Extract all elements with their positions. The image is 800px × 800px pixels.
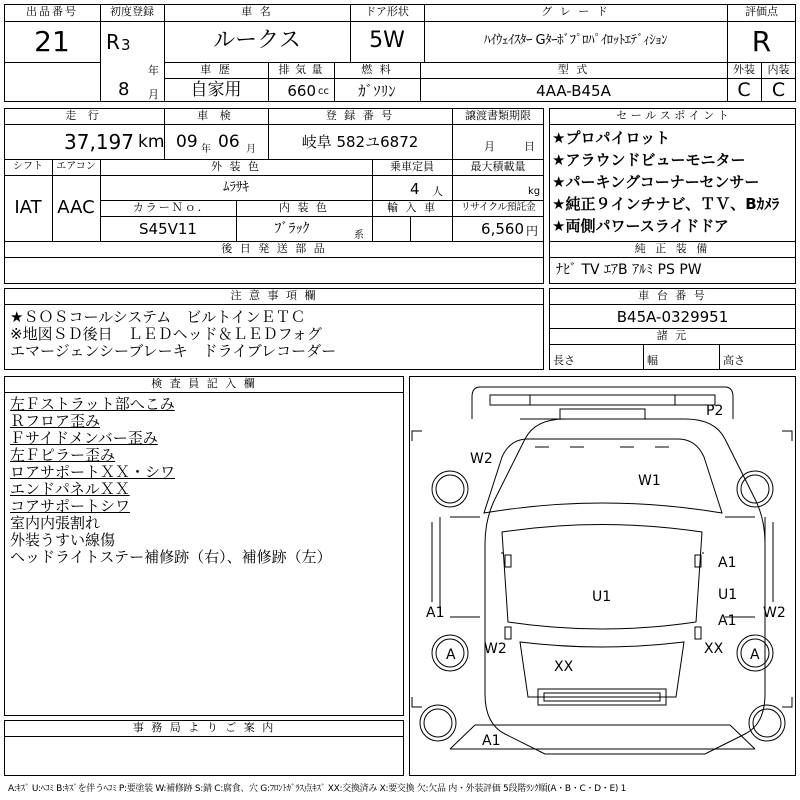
- note-line: ※地図ＳＤ後日 ＬＥＤヘッド＆ＬＥＤフォグ: [10, 325, 322, 343]
- aircon-label: エアコン: [56, 161, 96, 172]
- transfer-month: 月: [484, 140, 495, 153]
- recycle-unit: 円: [526, 224, 539, 238]
- later-parts-header: 後 日 発 送 部 品: [221, 242, 327, 255]
- mileage-header: 走 行: [65, 109, 103, 122]
- divider: [719, 344, 720, 370]
- damage-mark: U1: [718, 587, 738, 603]
- import-label: 輸 入 車: [387, 201, 437, 214]
- month-unit: 月: [148, 88, 159, 101]
- reg-no-value: 岐阜 582ユ6872: [301, 133, 419, 151]
- int-grade: C: [771, 79, 786, 101]
- specs-title: 諸 元: [656, 329, 689, 342]
- model-value: 4AA-B45A: [536, 82, 611, 100]
- divider: [4, 124, 544, 125]
- equipment-value: ﾅﾋﾞ TV ｴｱB ｱﾙﾐ PS PW: [556, 262, 702, 278]
- divider: [4, 62, 100, 63]
- car-name: ルークス: [213, 28, 301, 53]
- shift-value: IAT: [14, 197, 42, 218]
- legend: A:ｷｽﾞ U:ﾍｺﾐ B:ｷｽﾞを伴うﾍｺﾐ P:要塗装 W:補修跡 S:錆 C:腐食、穴 G:ﾌﾛﾝﾄｶﾞﾗｽ点ｷｽﾞ XX:交換済み X:要交換 欠:欠品 内・外装評価 5段階ﾗﾝｸ順(A・B・C・D・E) 1: [8, 784, 627, 794]
- lot-header: 出品番号: [26, 5, 78, 18]
- inspector-line: 外装うすい線傷: [10, 531, 116, 549]
- color-no-value: S45V11: [139, 220, 197, 238]
- ext-color-value: ﾑﾗｻｷ: [223, 180, 249, 195]
- inspector-line: 左Ｆストラット部へこみ: [10, 395, 175, 413]
- damage-mark: A1: [482, 733, 501, 749]
- year-unit: 年: [148, 64, 159, 77]
- divider: [410, 216, 411, 241]
- sales-points-title: セ ー ル ス ポ イ ン ト: [616, 109, 729, 122]
- max-load-unit: kg: [528, 186, 541, 197]
- ext-color-label: 外 装 色: [211, 160, 261, 173]
- divider: [643, 344, 644, 370]
- sales-point-item: ★プロパイロット: [552, 129, 671, 147]
- int-color-unit: 系: [354, 230, 364, 241]
- chassis-title: 車 台 番 号: [638, 289, 707, 302]
- inspector-line: ヘッドライトステー補修跡（右）、補修跡（左）: [10, 548, 332, 566]
- damage-mark: U1: [592, 589, 612, 605]
- divider: [549, 304, 796, 305]
- inspection-header: 車 検: [197, 109, 235, 122]
- mileage-value: 37,197: [64, 130, 134, 154]
- divider: [549, 124, 796, 125]
- aircon-value: AAC: [57, 197, 95, 218]
- lot-number: 21: [34, 25, 70, 58]
- grade-header: グ レ ー ド: [541, 5, 610, 18]
- inspector-line: Ｆサイドメンバー歪み: [10, 429, 158, 447]
- spec-height-label: 高さ: [723, 354, 745, 367]
- damage-mark: A1: [718, 613, 737, 629]
- damage-mark: A1: [426, 605, 445, 621]
- int-color-label: 内 装 色: [279, 201, 329, 214]
- note-line: ★ＳＯＳコールシステム ビルトインＥＴＣ: [10, 308, 306, 326]
- reg-year: 3: [121, 36, 131, 54]
- notes-lines: [10, 309, 336, 360]
- recycle-label: リサイクル預託金: [460, 202, 536, 213]
- spec-width-label: 幅: [647, 354, 658, 367]
- color-no-label: カラーＮｏ.: [132, 201, 204, 214]
- note-line: エマージェンシーブレーキ ドライブレコーダー: [10, 342, 337, 360]
- car-diagram: [410, 377, 795, 775]
- capacity-value: 4: [410, 180, 420, 198]
- spec-length-label: 長さ: [553, 354, 575, 367]
- transfer-day: 日: [524, 140, 535, 153]
- sales-point-item: ★純正９インチナビ、ＴＶ、Bｶﾒﾗ: [552, 195, 780, 213]
- inspector-line: Ｒフロア歪み: [10, 412, 101, 430]
- model-header: 型 式: [557, 63, 590, 76]
- divider: [549, 257, 796, 258]
- damage-mark: A: [446, 647, 456, 663]
- inspector-line: 左Ｆピラー歪み: [10, 446, 116, 464]
- damage-mark: XX: [704, 641, 724, 657]
- sales-points-list: [552, 127, 794, 237]
- score-value: R: [751, 25, 772, 58]
- divider: [100, 216, 544, 217]
- damage-mark: W2: [763, 605, 786, 621]
- office-title: 事 務 局 よ り ご 案 内: [132, 721, 276, 734]
- transfer-header: 譲渡書類期限: [465, 109, 531, 122]
- capacity-label: 乗車定員: [390, 160, 434, 173]
- inspector-line: コアサポートシワ: [10, 497, 131, 515]
- inspector-title: 検 査 員 記 入 欄: [151, 377, 257, 390]
- divider: [4, 257, 544, 258]
- history-value: 自家用: [190, 80, 242, 100]
- divider: [164, 78, 796, 79]
- inspection-year-unit: 年: [201, 144, 211, 155]
- shift-label: シフト: [13, 161, 43, 172]
- sales-point-item: ★アラウンドビューモニター: [552, 151, 746, 169]
- divider: [4, 304, 544, 305]
- displacement-header: 排 気 量: [278, 63, 324, 76]
- history-header: 車 歴: [200, 63, 232, 76]
- damage-mark: W2: [470, 451, 493, 467]
- notes-title: 注 意 事 項 欄: [230, 289, 318, 302]
- int-color-value: ﾌﾞﾗｯｸ: [274, 221, 310, 237]
- sales-point-item: ★両側パワースライドドア: [552, 217, 729, 235]
- capacity-unit: 人: [432, 185, 443, 198]
- max-load-label: 最大積載量: [470, 160, 526, 173]
- damage-mark: A1: [718, 555, 737, 571]
- fuel-header: 燃 料: [361, 63, 393, 76]
- door-type: 5W: [369, 28, 405, 53]
- inspector-line: ロアサポートＸＸ・シワ: [10, 463, 176, 481]
- divider: [100, 175, 544, 176]
- displacement-value: 660: [287, 82, 316, 100]
- divider: [4, 736, 404, 737]
- first-reg-header: 初度登録: [110, 5, 154, 18]
- damage-mark: A: [750, 647, 760, 663]
- fuel-value: ｶﾞｿﾘﾝ: [358, 82, 396, 100]
- reg-no-header: 登 録 番 号: [325, 109, 395, 122]
- damage-mark: P2: [706, 403, 724, 419]
- damage-mark: XX: [554, 659, 574, 675]
- divider: [4, 21, 796, 22]
- era-letter: R: [106, 30, 120, 54]
- inspector-lines: [10, 396, 332, 566]
- ext-grade: C: [737, 79, 751, 101]
- damage-mark: W1: [638, 473, 661, 489]
- inspection-month: 06: [218, 132, 240, 152]
- car-name-header: 車 名: [241, 5, 273, 18]
- mileage-unit: km: [138, 132, 165, 152]
- inspector-line: エンドパネルＸＸ: [10, 480, 130, 498]
- ext-header: 外装: [733, 63, 755, 76]
- equipment-title: 純 正 装 備: [634, 242, 711, 255]
- chassis-number: B45A-0329951: [616, 308, 729, 326]
- inspection-month-unit: 月: [246, 144, 256, 155]
- sales-point-item: ★パーキングコーナーセンサー: [552, 173, 760, 191]
- displacement-unit: cc: [318, 86, 329, 97]
- score-header: 評価点: [745, 5, 778, 18]
- divider: [549, 344, 796, 345]
- grade-value: ﾊｲｳｪｲｽﾀｰ Gﾀｰﾎﾞﾌﾟﾛﾊﾟｲﾛｯﾄｴﾃﾞｨｼｮﾝ: [483, 33, 668, 48]
- int-header: 内装: [767, 63, 790, 76]
- reg-month: 8: [118, 79, 130, 100]
- inspection-year: 09: [176, 132, 198, 152]
- recycle-value: 6,560: [481, 220, 524, 238]
- damage-mark: W2: [484, 641, 507, 657]
- door-header: ドア形状: [365, 5, 409, 18]
- inspector-line: 室内内張割れ: [10, 514, 101, 532]
- divider: [4, 392, 404, 393]
- car-diagram-box: [409, 376, 796, 776]
